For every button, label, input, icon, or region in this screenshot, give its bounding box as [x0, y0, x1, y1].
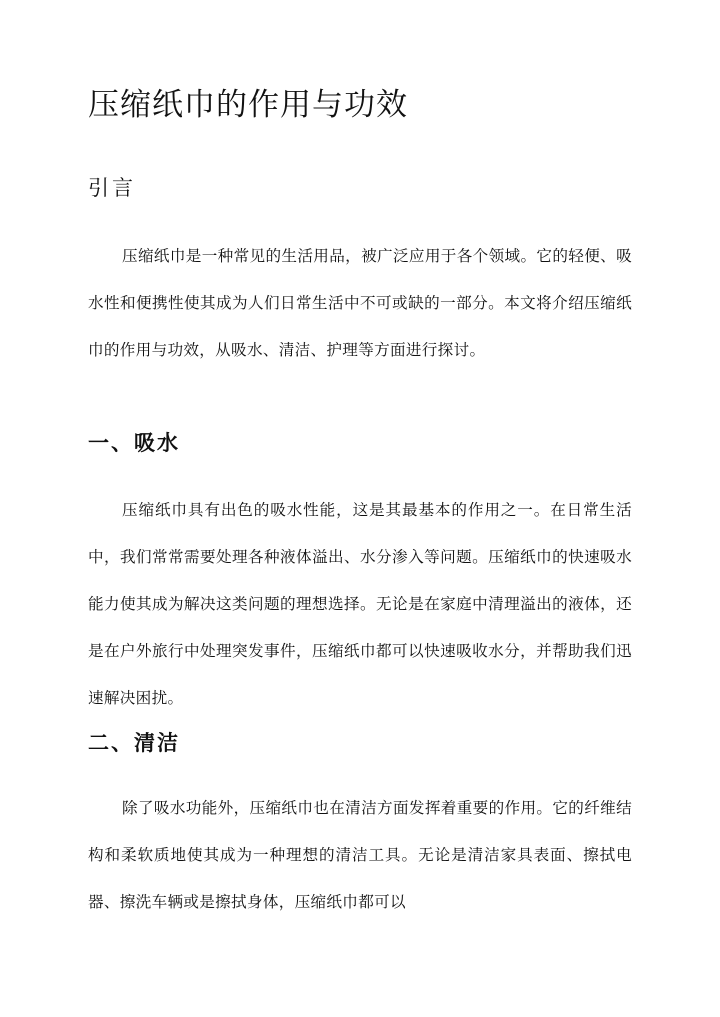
- water-absorption-paragraph: 压缩纸巾具有出色的吸水性能，这是其最基本的作用之一。在日常生活中，我们常常需要处理各种液体溢出、水分渗入等问题。压缩纸巾的快速吸水能力使其成为解决这类问题的理想选择。无论是在家庭中清理溢出的液体，还是在户外旅行中处理突发事件，压缩纸巾都可以快速吸收水分，并帮助我们迅速解决困扰。: [88, 501, 632, 707]
- document-title: 压缩纸巾的作用与功效: [88, 87, 408, 123]
- cleaning-paragraph: 除了吸水功能外，压缩纸巾也在清洁方面发挥着重要的作用。它的纤维结构和柔软质地使其成为一种理想的清洁工具。无论是清洁家具表面、擦拭电器、擦洗车辆或是擦拭身体，压缩纸巾都可以: [88, 799, 632, 911]
- introduction-paragraph: 压缩纸巾是一种常见的生活用品，被广泛应用于各个领域。它的轻便、吸水性和便携性使其成为人们日常生活中不可或缺的一部分。本文将介绍压缩纸巾的作用与功效，从吸水、清洁、护理等方面进行探讨。: [88, 247, 632, 359]
- section-heading-introduction: 引言: [88, 176, 136, 200]
- section-heading-cleaning: 二、清洁: [88, 730, 180, 755]
- section-heading-water-absorption: 一、吸水: [88, 430, 180, 455]
